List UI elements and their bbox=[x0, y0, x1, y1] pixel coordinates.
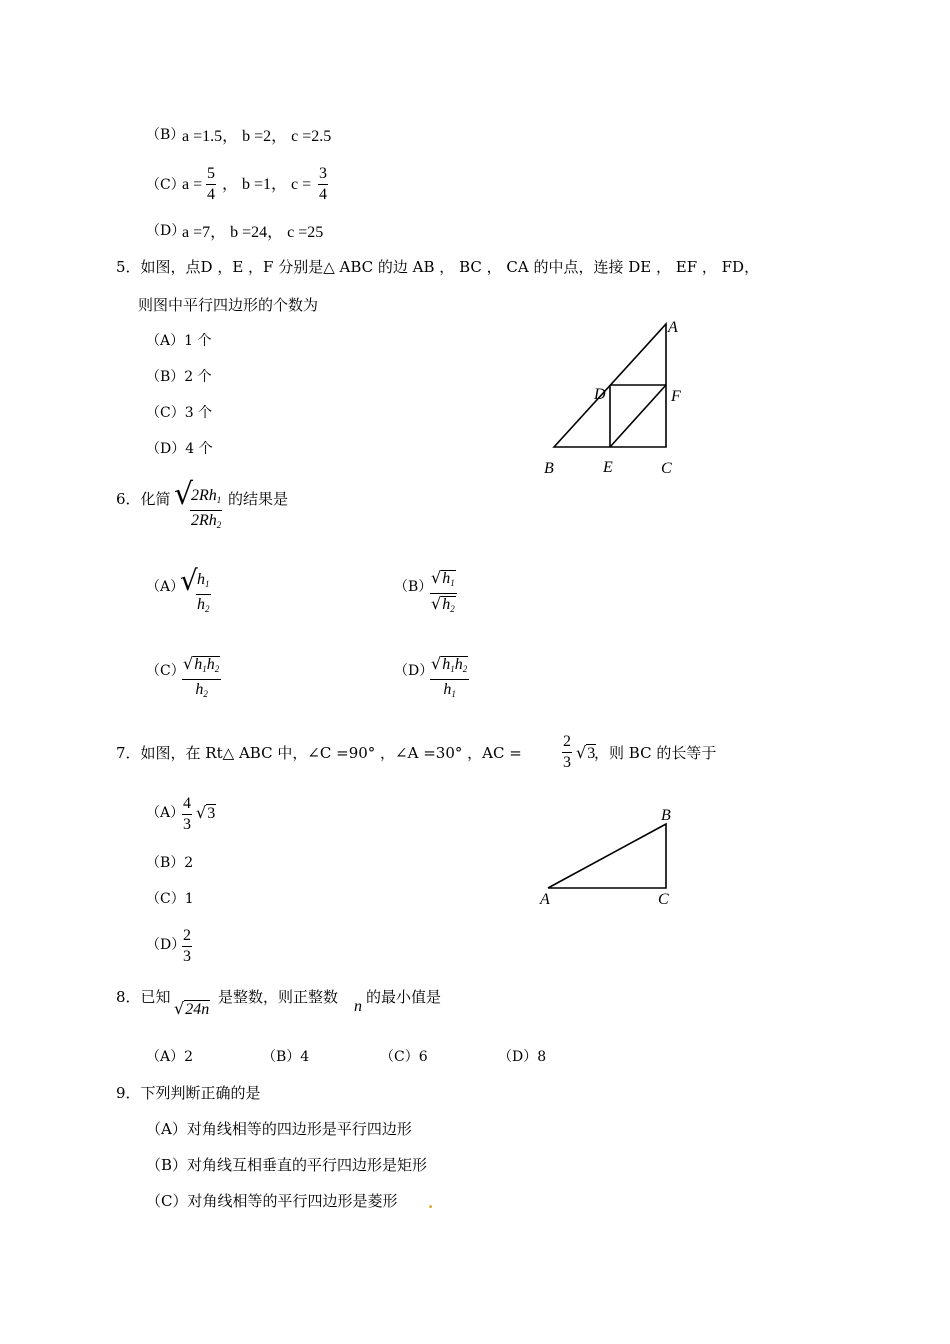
q5-triangle-figure bbox=[530, 312, 700, 482]
label-e: E bbox=[603, 459, 613, 476]
q6-stem-radical: √ $2Rh_1$ $2Rh_2$ bbox=[174, 477, 222, 530]
q6-option-b-expr: $√h_1$ $√h_2$ bbox=[430, 570, 457, 617]
q7-option-d-label: （D） bbox=[146, 937, 186, 953]
q6-option-a-label: （A） bbox=[146, 579, 185, 595]
q6-option-b-label: （B） bbox=[394, 579, 433, 595]
q9-stem: 9．下列判断正确的是 bbox=[116, 1084, 261, 1102]
q7-option-a-fraction: 4 3 bbox=[183, 795, 191, 833]
q4-option-c-label: （C） bbox=[146, 177, 185, 193]
q8-option-c: （C）6 bbox=[380, 1049, 428, 1065]
q6-option-d-label: （D） bbox=[394, 663, 434, 679]
q7-option-d-fraction: 2 3 bbox=[183, 927, 191, 965]
q6-option-c-label: （C） bbox=[146, 663, 185, 679]
q4-option-c-a: a = bbox=[182, 176, 203, 193]
q7-stem-prefix: 7．如图，在 Rt△ ABC 中，∠C =90° ，∠A =30° ，AC = bbox=[116, 744, 522, 762]
q8-stem-prefix: 8．已知 bbox=[116, 988, 171, 1006]
label-d: D bbox=[594, 386, 606, 403]
q8-stem-mid: 是整数，则正整数 bbox=[218, 988, 339, 1006]
q8-stem-variable: n bbox=[354, 998, 362, 1015]
label-a: A bbox=[540, 891, 550, 908]
q9-option-c: （C）对角线相等的平行四边形是菱形 bbox=[146, 1192, 398, 1210]
q9-option-a: （A）对角线相等的四边形是平行四边形 bbox=[146, 1120, 412, 1138]
q6-stem-suffix: 的结果是 bbox=[228, 490, 289, 508]
q9-mark: . bbox=[428, 1194, 434, 1212]
q8-option-d: （D）8 bbox=[498, 1049, 547, 1065]
q6-option-a-expr: √ $h_1$ $h_2$ bbox=[180, 564, 210, 614]
q8-stem-root: √24n bbox=[174, 999, 210, 1018]
q4-option-b-label: （B） bbox=[146, 127, 185, 143]
q6-option-c-expr: $√h_1h_2$ $h_2$ bbox=[183, 654, 220, 699]
q7-stem-root: √3 bbox=[576, 743, 596, 762]
q7-option-a-label: （A） bbox=[146, 805, 185, 821]
label-f: F bbox=[671, 388, 681, 405]
q4-option-c-b: ， b =1， c = bbox=[222, 176, 312, 193]
q5-stem-line1: 5．如图，点D ，E ，F 分别是△ ABC 的边 AB ， BC ， CA 的中点，连接 DE ， EF ， FD， bbox=[116, 258, 760, 276]
label-b: B bbox=[661, 807, 671, 824]
segment-ef bbox=[610, 385, 666, 447]
q4-option-c-fraction-a: 5 4 bbox=[207, 165, 215, 203]
q4-option-b-text: a =1.5， b =2， c =2.5 bbox=[182, 128, 332, 145]
q5-stem-line2: 则图中平行四边形的个数为 bbox=[138, 296, 319, 314]
q7-option-b: （B）2 bbox=[146, 855, 194, 871]
label-c: C bbox=[658, 891, 669, 908]
q5-option-a: （A）1 个 bbox=[146, 333, 212, 349]
q4-option-d-text: a =7， b =24， c =25 bbox=[182, 224, 324, 241]
q7-option-a-root: √3 bbox=[196, 803, 216, 822]
q4-option-c-fraction-c: 3 4 bbox=[319, 165, 327, 203]
q6-option-d-expr: $√h_1h_2$ $h_1$ bbox=[431, 654, 468, 699]
q5-option-d: （D）4 个 bbox=[146, 441, 213, 457]
q7-right-triangle-figure bbox=[530, 800, 690, 912]
q5-option-c: （C）3 个 bbox=[146, 405, 213, 421]
q8-option-b: （B）4 bbox=[262, 1049, 310, 1065]
q6-stem-prefix: 6．化简 bbox=[116, 490, 171, 508]
q9-option-b: （B）对角线互相垂直的平行四边形是矩形 bbox=[146, 1156, 428, 1174]
q7-stem-suffix: ，则 BC 的长等于 bbox=[594, 744, 717, 762]
triangle-abc bbox=[548, 824, 666, 888]
q5-option-b: （B）2 个 bbox=[146, 369, 212, 385]
label-a: A bbox=[668, 319, 678, 336]
q7-option-c: （C）1 bbox=[146, 891, 194, 907]
q4-option-d-label: （D） bbox=[146, 223, 186, 239]
q8-stem-suffix: 的最小值是 bbox=[366, 988, 442, 1006]
q7-stem-fraction: 2 3 bbox=[563, 733, 571, 771]
q8-option-a: （A）2 bbox=[146, 1049, 194, 1065]
label-b: B bbox=[544, 460, 554, 477]
label-c: C bbox=[661, 460, 672, 477]
